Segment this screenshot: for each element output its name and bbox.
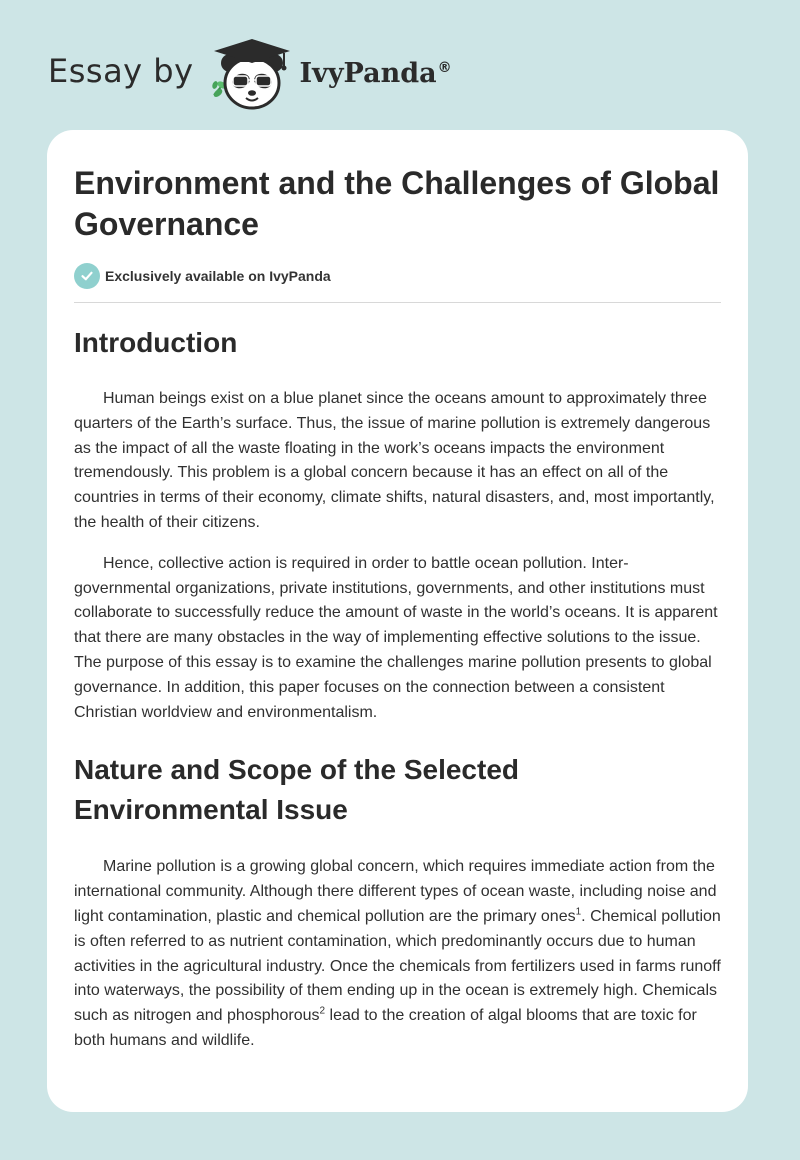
nature-paragraph-text-2: . Chemical pollution is often referred to as nutrient contamination, which predominantly occurs due to human activities in the agricultural industry. Once the chemicals from fertilizers used in farms runoff into waterways, the possibility of them ending up in the ocean is extremely high. Chemicals such as nitrogen and phosphorous — [74, 907, 721, 1025]
essay-card — [47, 130, 748, 1112]
title-divider — [74, 302, 721, 303]
nature-paragraph-text-1: Marine pollution is a growing global concern, which requires immediate action from the international community. Although there different types of ocean waste, including noise and light contamination, plastic and chemical pollution are the primary ones — [74, 858, 717, 925]
brand-name — [300, 58, 452, 89]
checkmark-icon — [74, 263, 100, 289]
exclusive-badge-label: Exclusively available on IvyPanda — [105, 268, 331, 284]
essay-title: Environment and the Challenges of Global Governance — [74, 165, 720, 242]
panda-logo-icon — [208, 35, 296, 113]
nature-paragraph-1 — [74, 855, 721, 1053]
nature-paragraph-text-3: lead to the creation of algal blooms that are toxic for both humans and wildlife. — [74, 1007, 697, 1049]
exclusive-badge — [74, 262, 721, 290]
footnote-ref-2[interactable]: 2 — [319, 1005, 326, 1017]
section-heading-nature-scope: Nature and Scope of the Selected Environmental Issue — [74, 754, 519, 826]
footnote-ref-1[interactable]: 1 — [575, 906, 582, 918]
brand-header — [48, 34, 452, 114]
section-heading-introduction: Introduction — [74, 327, 238, 358]
intro-paragraph-1: Human beings exist on a blue planet since the oceans amount to approximately three quarters of the Earth’s surface. Thus, the issue of marine pollution is extremely dangerous as the impact of all the waste floating in the work’s oceans impacts the environment tremendously. This problem is a global concern because it has an effect on all of the countries in terms of their economy, climate shifts, natural disasters, and, most importantly, the health of their citizens. — [74, 390, 715, 531]
brand-prefix: Essay by — [48, 52, 194, 90]
intro-paragraph-2: Hence, collective action is required in order to battle ocean pollution. Inter-governmental organizations, private institutions, governments, and other institutions must collaborate to successfully reduce the amount of waste in the world’s oceans. It is apparent that there are many obstacles in the way of implementing effective solutions to the issue. The purpose of this essay is to examine the challenges marine pollution presents to global governance. In addition, this paper focuses on the connection between a consistent Christian worldview and environmentalism. — [74, 554, 718, 721]
brand-name-text: IvyPanda — [299, 57, 437, 89]
registered-mark: ® — [437, 59, 452, 76]
